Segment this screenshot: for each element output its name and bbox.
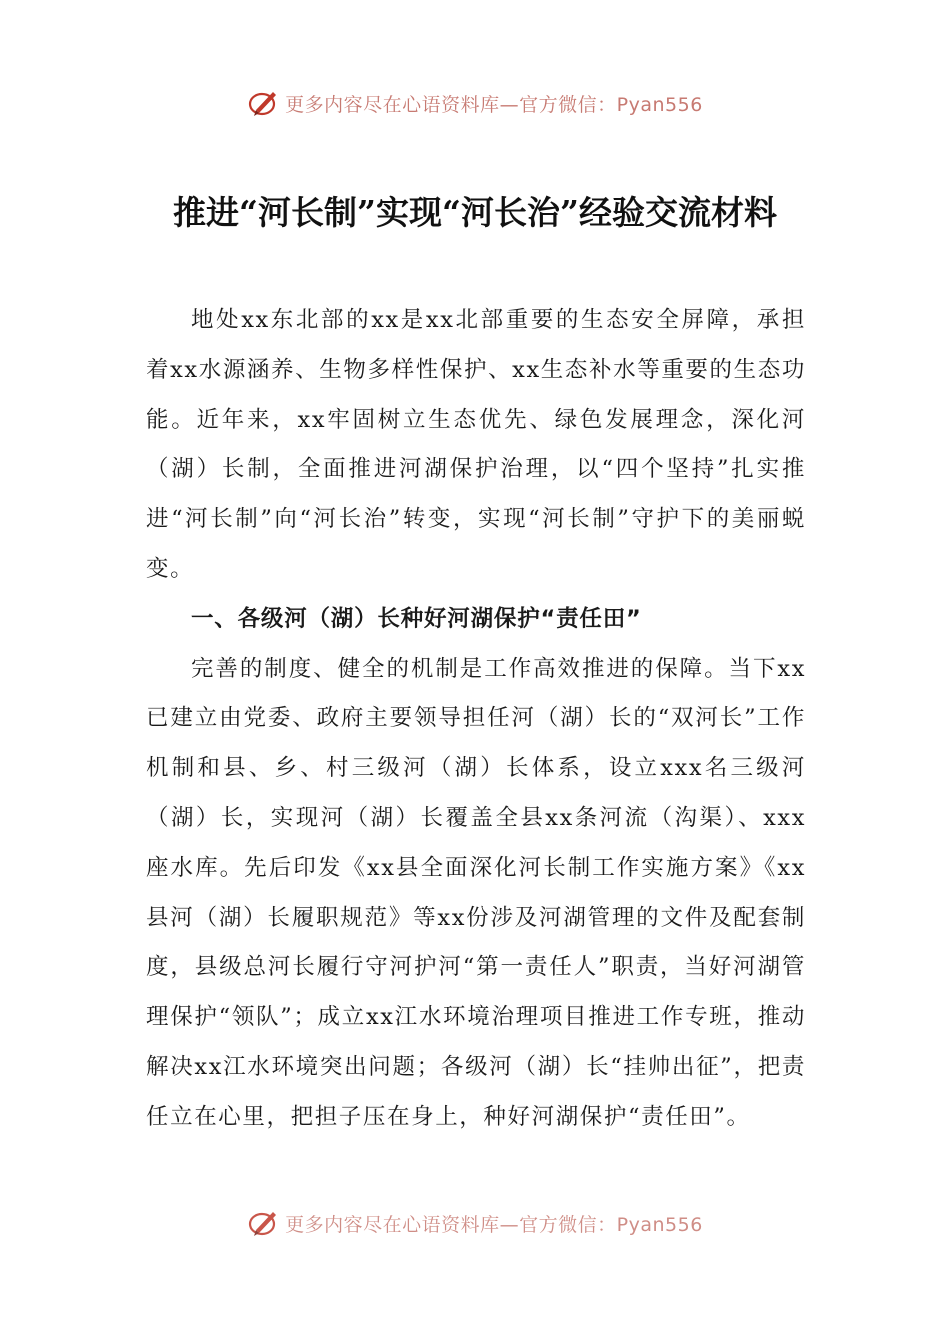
document-body (146, 296, 806, 1143)
pen-logo-icon (247, 1206, 281, 1240)
footer-watermark (0, 1206, 950, 1240)
section-paragraph: 完善的制度、健全的机制是工作高效推进的保障。当下xx已建立由党委、政府主要领导担任河（湖）长的“双河长”工作机制和县、乡、村三级河（湖）长体系，设立xxx名三级河（湖）长，实现河（湖）长覆盖全县xx条河流（沟渠）、xxx座水库。先后印发《xx县全面深化河长制工作实施方案》《xx县河（湖）长履职规范》等xx份涉及河湖管理的文件及配套制度，县级总河长履行守河护河“第一责任人”职责，当好河湖管理保护“领队”；成立xx江水环境治理项目推进工作专班，推动解决xx江水环境突出问题；各级河（湖）长“挂帅出征”，把责任立在心里，把担子压在身上，种好河湖保护“责任田”。 (146, 655, 806, 1130)
header-watermark (0, 86, 950, 120)
intro-paragraph: 地处xx东北部的xx是xx北部重要的生态安全屏障，承担着xx水源涵养、生物多样性保护、xx生态补水等重要的生态功能。近年来，xx牢固树立生态优先、绿色发展理念，深化河（湖）长制，全面推进河湖保护治理，以“四个坚持”扎实推进“河长制”向“河长治”转变，实现“河长制”守护下的美丽蜕变。 (146, 307, 806, 582)
pen-logo-icon (247, 86, 281, 120)
document-title: 推进“河长制”实现“河长治”经验交流材料 (173, 193, 777, 232)
watermark-text: 更多内容尽在心语资料库—官方微信：Pyan556 (285, 93, 703, 116)
watermark-text: 更多内容尽在心语资料库—官方微信：Pyan556 (285, 1213, 703, 1236)
section-heading: 一、各级河（湖）长种好河湖保护“责任田” (191, 605, 642, 632)
